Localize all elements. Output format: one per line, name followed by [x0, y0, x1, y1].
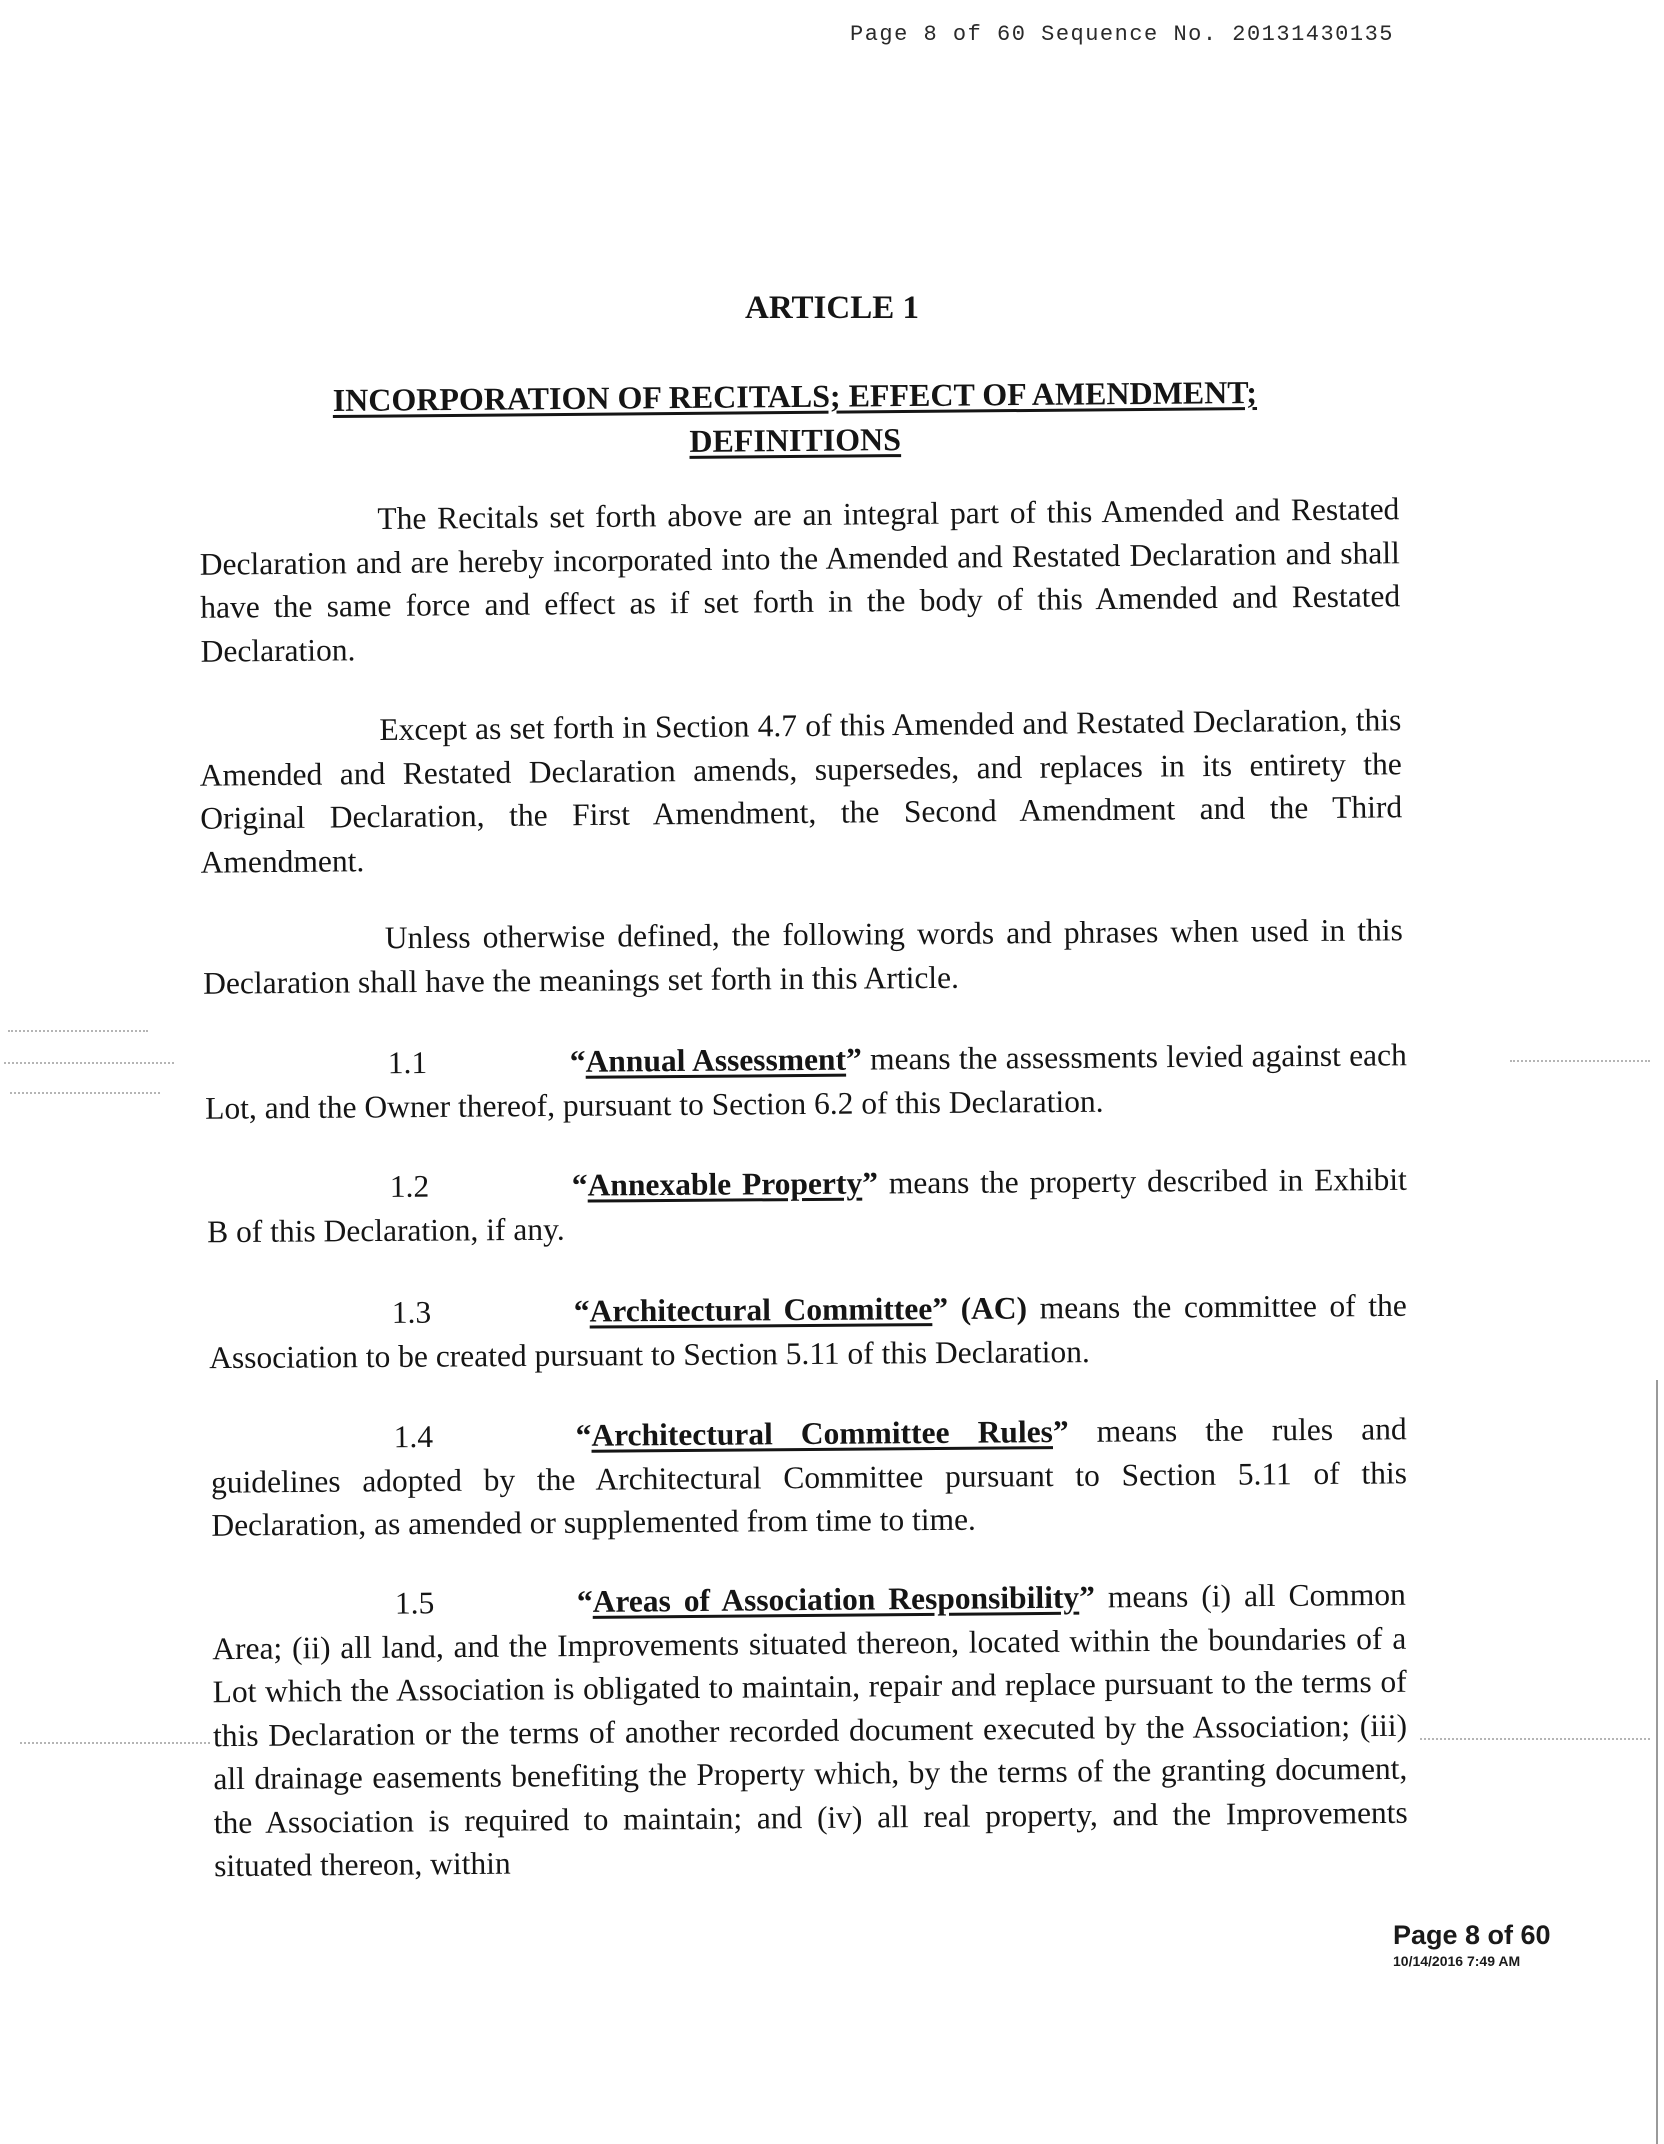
definition-1-5	[212, 1573, 1409, 1888]
definition-text: means the committee of the Association to be created pursuant to Section 5.11 of this Declaration.	[209, 1287, 1407, 1375]
scan-noise	[20, 1742, 210, 1745]
definition-number: 1.2	[389, 1168, 430, 1204]
definition-text: means the assessments levied against each Lot, and the Owner thereof, pursuant to Section 6.2 of this Declaration.	[205, 1037, 1407, 1126]
definition-text: means (i) all Common Area; (ii) all land, and the Improvements situated thereon, located within the boundaries of a Lot which the Association is obligated to maintain, repair and replace pursuant to the terms of this Declaration or the terms of another recorded document executed by the Association; (iii) all drainage easements benefiting the Property which, by the terms of the granting document, the Association is required to maintain; and (iv) all real property, and the Improvements situated thereon, within	[212, 1576, 1408, 1884]
intro-paragraph-1-text: The Recitals set forth above are an integral part of this Amended and Restated Declaration and are hereby incorporated into the Amended and Restated Declaration and shall have the same force and effect as if set forth in the body of this Amended and Restated Declaration.	[199, 491, 1401, 669]
definition-text: means the rules and guidelines adopted by the Architectural Committee pursuant to Section 5.11 of this Declaration, as amended or supplemented from time to time.	[210, 1411, 1408, 1543]
definition-1-2	[207, 1158, 1408, 1253]
definition-text: means the property described in Exhibit B of this Declaration, if any.	[207, 1161, 1407, 1249]
article-subtitle	[270, 369, 1321, 466]
intro-paragraph-3	[203, 908, 1404, 1004]
definition-term: “Areas of Association Responsibility”	[576, 1579, 1096, 1620]
scan-noise	[1510, 1060, 1650, 1063]
page-sequence-header: Page 8 of 60 Sequence No. 20131430135	[850, 22, 1394, 47]
scan-noise	[8, 1030, 148, 1033]
scan-noise	[10, 1092, 160, 1095]
definition-1-3	[209, 1284, 1408, 1379]
definition-term: “Architectural Committee Rules”	[575, 1413, 1069, 1453]
definition-number: 1.4	[393, 1418, 434, 1455]
footer-timestamp: 10/14/2016 7:49 AM	[1393, 1953, 1521, 1969]
article-title: ARTICLE 1	[745, 290, 919, 326]
intro-paragraph-2-text: Except as set forth in Section 4.7 of this Amended and Restated Declaration, this Amended and Restated Declaration amends, supersedes, and replaces in its entirety the Original Declaration, the First Amendment, the Second Amendment and the Third Amendment.	[199, 702, 1403, 880]
definition-term: “Architectural Committee” (AC)	[573, 1290, 1028, 1329]
intro-paragraph-3-text: Unless otherwise defined, the following words and phrases when used in this Declaration shall have the meanings set forth in this Article.	[203, 912, 1403, 1001]
definition-1-1	[205, 1033, 1408, 1129]
definition-term: “Annual Assessment”	[569, 1041, 862, 1079]
definition-number: 1.1	[387, 1044, 428, 1081]
scan-noise	[1420, 1738, 1650, 1741]
definition-number: 1.3	[391, 1294, 432, 1330]
definition-number: 1.5	[394, 1585, 435, 1621]
article-subtitle-line1: INCORPORATION OF RECITALS; EFFECT OF AMENDMENT;	[332, 373, 1258, 419]
intro-paragraph-1	[199, 487, 1401, 673]
definition-1-4	[211, 1407, 1408, 1547]
intro-paragraph-2	[199, 698, 1403, 884]
definition-term: “Annexable Property”	[571, 1165, 879, 1203]
scan-edge-line	[1656, 1380, 1658, 2144]
footer-page-number: Page 8 of 60	[1393, 1920, 1551, 1950]
scan-noise	[4, 1062, 174, 1065]
article-subtitle-line2: DEFINITIONS	[689, 421, 902, 459]
